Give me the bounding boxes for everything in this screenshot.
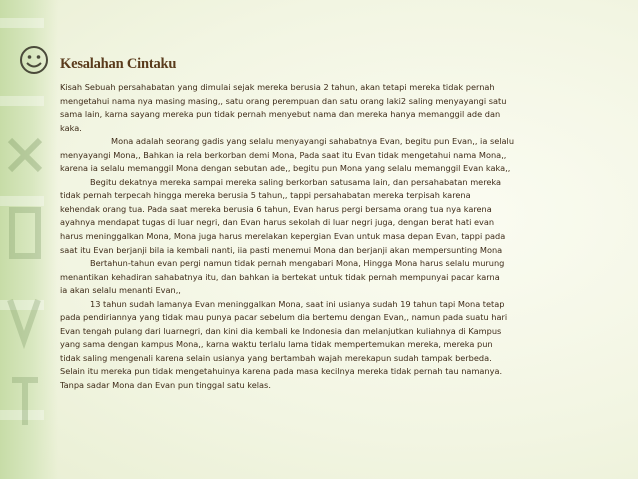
decoration-stripe [0, 96, 44, 106]
text-line: menantikan kehadiran sahabatnya itu, dan bahkan ia bertekat untuk tidak pernah mempunyai pacar karna [60, 271, 500, 282]
text-line: pada pendiriannya yang tidak mau punya pacar sebelum dia bertemu dengan Evan,, namun pada suatu hari [60, 312, 508, 323]
text-line: Mona adalah seorang gadis yang selalu menyayangi sahabatnya Evan, begitu pun Evan,, ia selalu [111, 136, 515, 147]
decoration-stripe [0, 18, 44, 28]
text-line: 13 tahun sudah lamanya Evan meninggalkan Mona, saat ini usianya sudah 19 tahun tapi Mona tetap [90, 298, 505, 309]
text-line: ia akan selalu menanti Evan,, [60, 285, 181, 296]
left-decoration-strip [0, 0, 58, 479]
text-line: mengetahui nama nya masing masing,, satu orang perempuan dan satu orang laki2 saling menyayangi satu [60, 95, 507, 106]
text-line: ayahnya mendapat tugas di luar negri, dan Evan harus sekolah di luar negri juga, dengan berat hati evan [60, 217, 495, 228]
decorative-letters-icon [4, 130, 48, 430]
text-line: sama lain, karna sayang mereka pun tidak pernah menyebut nama dan mereka hanya memanggil ade dan [60, 109, 501, 120]
text-line: Evan tengah pulang dari luarnegri, dan kini dia kembali ke Indonesia dan melanjutkan kuliahnya di Kampus [60, 325, 502, 336]
text-line: karena ia selalu memanggil Mona dengan sebutan ade,, begitu pun Mona yang selalu memanggil Evan kaka,, [60, 163, 511, 174]
text-line: Selain itu mereka pun tidak mengetahuinya karena pada masa kecilnya mereka tidak pernah tau namanya. [60, 366, 503, 377]
text-line: tidak saling mengenali karena selain usianya yang bertambah wajah merekapun sudah tampak berbeda. [60, 352, 492, 363]
story-text [60, 81, 588, 393]
text-line: yang sama dengan kampus Mona,, karna waktu terlalu lama tidak mempertemukan mereka, mereka pun [60, 339, 493, 350]
text-line: Tanpa sadar Mona dan Evan pun tinggal satu kelas. [60, 380, 271, 391]
text-line: Begitu dekatnya mereka sampai mereka saling berkorban satusama lain, dan persahabatan mereka [90, 176, 502, 187]
text-line: saat itu Evan berjanji bila ia kembali nanti, iia pasti menemui Mona dan berjanji akan mempersunting Mona [60, 244, 503, 255]
text-line: Bertahun-tahun evan pergi namun tidak pernah mengabari Mona, Hingga Mona harus selalu murung [90, 258, 505, 269]
text-line: menyayangi Mona,, Bahkan ia rela berkorban demi Mona, Pada saat itu Evan tidak mengetahui nama Mona,, [60, 149, 507, 160]
text-line: tidak pernah terpecah hingga mereka berusia 5 tahun,, tappi persahabatan mereka terpisah karena [60, 190, 471, 201]
text-line: kaka. [60, 122, 82, 133]
text-line: harus meninggalkan Mona, Mona juga harus merelakan kepergian Evan untuk masa depan Evan, tappi pada [60, 231, 506, 242]
slide-title: Kesalahan Cintaku [60, 56, 177, 72]
text-line: Kisah Sebuah persahabatan yang dimulai sejak mereka berusia 2 tahun, akan tetapi mereka tidak pernah [60, 82, 495, 92]
smiley-face-icon [18, 44, 50, 76]
text-line: kehendak orang tua. Pada saat mereka berusia 6 tahun, Evan harus pergi bersama orang tua nya karena [60, 203, 492, 214]
